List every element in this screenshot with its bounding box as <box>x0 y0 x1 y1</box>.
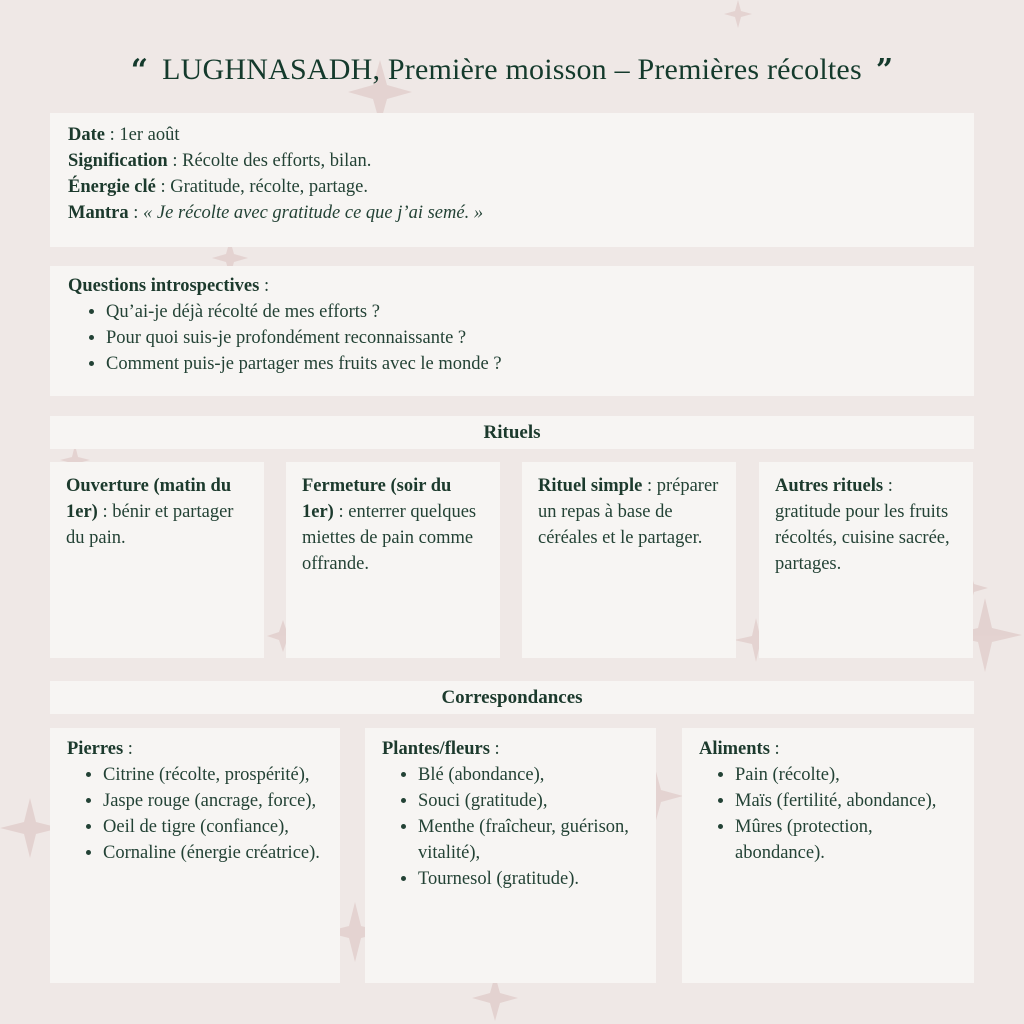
correspondances-heading: Correspondances <box>50 681 974 714</box>
aliments-card <box>682 728 974 983</box>
mantra-sep: : <box>128 203 144 223</box>
list-item: • Souci (gratitude), <box>418 788 639 814</box>
title-text: LUGHNASADH, Première moisson – Premières récoltes <box>162 53 862 86</box>
pierres-card <box>50 728 340 983</box>
list-item: • Qu’ai-je déjà récolté de mes efforts ? <box>106 299 956 325</box>
list-item: • Menthe (fraîcheur, guérison, vitalité), <box>418 814 639 866</box>
list-item: • Maïs (fertilité, abondance), <box>735 788 957 814</box>
list-item: • Mûres (protection, abondance). <box>735 814 957 866</box>
pierres-heading <box>67 736 323 762</box>
questions-list <box>68 299 956 377</box>
list-item: • Pain (récolte), <box>735 762 957 788</box>
aliments-sep: : <box>769 739 780 759</box>
questions-label: Questions introspectives <box>68 276 260 296</box>
aliments-list <box>699 762 957 866</box>
questions-sep: : <box>259 276 270 296</box>
pierres-list <box>67 762 323 866</box>
page-title <box>0 48 1024 92</box>
ritual-text: : bénir et partager du pain. <box>66 502 234 548</box>
pierres-label: Pierres <box>67 739 124 759</box>
plantes-list <box>382 762 639 892</box>
list-item: • Jaspe rouge (ancrage, force), <box>103 788 323 814</box>
date-value: : 1er août <box>104 125 180 145</box>
plantes-sep: : <box>489 739 500 759</box>
energie-row <box>68 174 956 200</box>
list-item: • Tournesol (gratitude). <box>418 866 639 892</box>
aliments-label: Aliments <box>699 739 770 759</box>
ritual-text: : gratitude pour les fruits récoltés, cuisine sacrée, partages. <box>775 476 950 574</box>
ritual-card-simple <box>522 462 736 658</box>
date-label: Date <box>68 125 105 145</box>
ritual-card-fermeture <box>286 462 500 658</box>
open-quote-icon: “ <box>130 52 149 88</box>
intro-card <box>50 113 974 247</box>
energie-label: Énergie clé <box>68 177 156 197</box>
ritual-label: Autres rituels <box>775 476 884 496</box>
ritual-label: Rituel simple <box>538 476 643 496</box>
ritual-label: Ouverture (matin du 1er) <box>66 476 232 522</box>
ritual-label: Fermeture (soir du 1er) <box>302 476 452 522</box>
mantra-row <box>68 200 956 226</box>
ritual-card-ouverture <box>50 462 264 658</box>
signification-value: : Récolte des efforts, bilan. <box>167 151 372 171</box>
ritual-text: : préparer un repas à base de céréales et le partager. <box>538 476 719 548</box>
plantes-card <box>365 728 656 983</box>
rituels-heading: Rituels <box>50 416 974 449</box>
ritual-text: : enterrer quelques miettes de pain comme offrande. <box>302 502 477 574</box>
list-item: • Comment puis-je partager mes fruits avec le monde ? <box>106 351 956 377</box>
list-item: • Cornaline (énergie créatrice). <box>103 840 323 866</box>
list-item: • Oeil de tigre (confiance), <box>103 814 323 840</box>
plantes-heading <box>382 736 639 762</box>
pierres-sep: : <box>123 739 133 759</box>
mantra-label: Mantra <box>68 203 129 223</box>
list-item: • Citrine (récolte, prospérité), <box>103 762 323 788</box>
mantra-value: « Je récolte avec gratitude ce que j’ai semé. » <box>143 203 484 223</box>
aliments-heading <box>699 736 957 762</box>
plantes-label: Plantes/fleurs <box>382 739 490 759</box>
questions-card <box>50 266 974 396</box>
close-quote-icon: ” <box>875 52 894 88</box>
list-item: • Blé (abondance), <box>418 762 639 788</box>
date-row <box>68 122 956 148</box>
questions-heading <box>68 273 956 299</box>
ritual-card-autres <box>759 462 973 658</box>
signification-label: Signification <box>68 151 168 171</box>
signification-row <box>68 148 956 174</box>
energie-value: : Gratitude, récolte, partage. <box>155 177 368 197</box>
sparkle-icon <box>724 0 752 28</box>
list-item: • Pour quoi suis-je profondément reconnaissante ? <box>106 325 956 351</box>
